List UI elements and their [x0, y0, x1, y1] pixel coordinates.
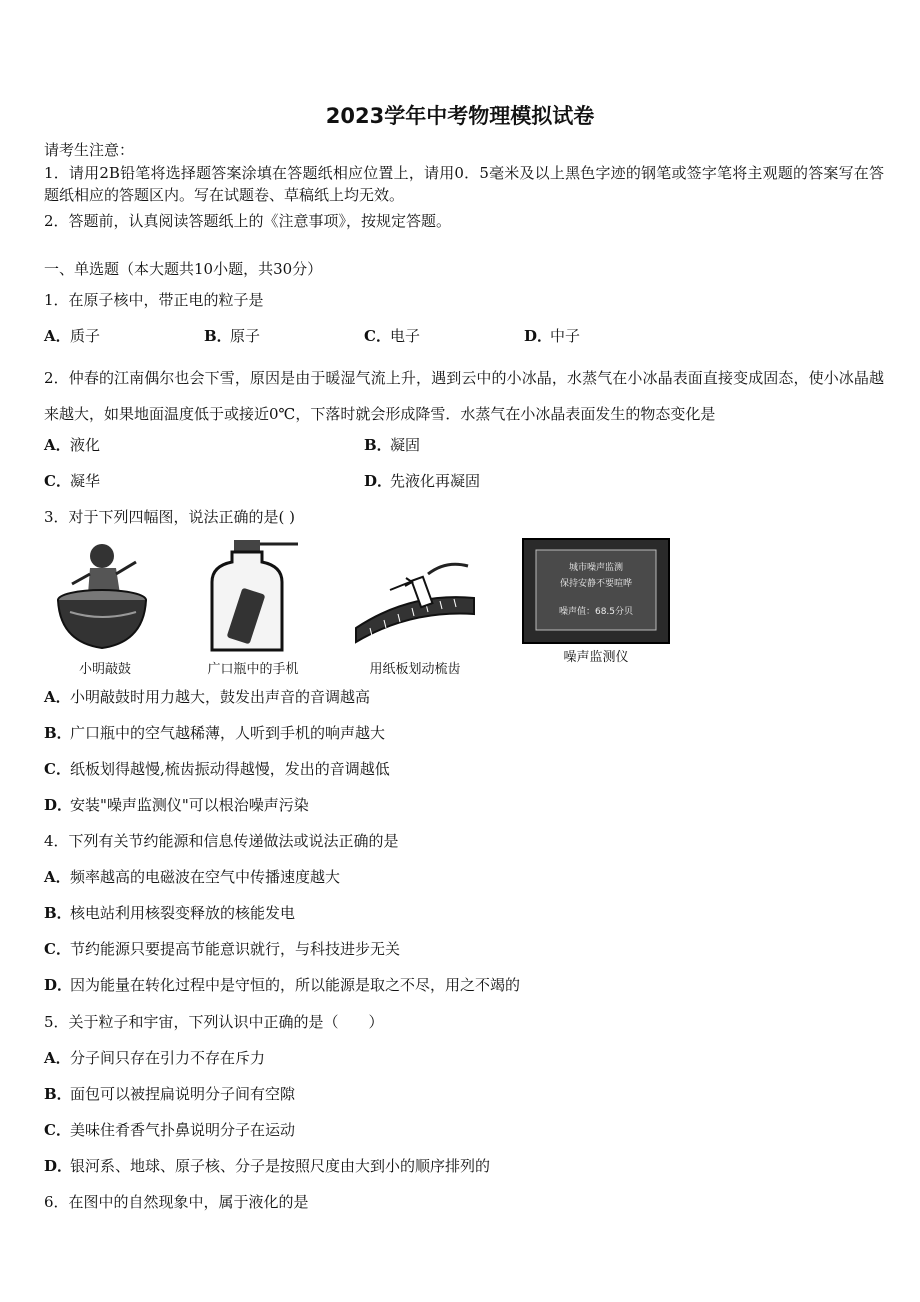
page-title: 2023学年中考物理模拟试卷: [325, 104, 595, 128]
question-5-option-c: C．美味住肴香气扑鼻说明分子在运动: [44, 1121, 296, 1139]
notice-heading: 请考生注意：: [44, 141, 135, 159]
comb-card-illustration-icon: [350, 538, 480, 656]
question-4-option-b: B．核电站利用核裂变释放的核能发电: [44, 904, 296, 922]
figure-monitor: [522, 538, 687, 678]
option-d: D．中子: [524, 327, 581, 345]
option-b: B．凝固: [364, 436, 421, 454]
section-heading: 一、单选题（本大题共10小题，共30分）: [44, 260, 323, 278]
question-4-option-c: C．节约能源只要提高节能意识就行，与科技进步无关: [44, 940, 401, 958]
figure-comb: [350, 538, 515, 678]
figure-caption: 用纸板划动梳齿: [369, 662, 461, 677]
option-c: C．电子: [364, 327, 421, 345]
notice-item-2: 2．答题前，认真阅读答题纸上的《注意事项》，按规定答题。: [44, 212, 452, 230]
option-c: C．凝华: [44, 472, 101, 490]
question-4-option-a: A．频率越高的电磁波在空气中传播速度越大: [44, 868, 341, 886]
question-4-stem: 4．下列有关节约能源和信息传递做法或说法正确的是: [44, 832, 399, 850]
question-6-stem: 6．在图中的自然现象中，属于液化的是: [44, 1193, 309, 1211]
question-1-options: [44, 325, 684, 346]
drum-illustration-icon: [50, 538, 160, 656]
question-3-stem: 3．对于下列四幅图，说法正确的是( ): [44, 508, 296, 526]
monitor-line-3: 噪声值：68.5分贝: [558, 607, 634, 617]
figure-caption: 广口瓶中的手机: [207, 662, 299, 677]
question-5-option-d: D．银河系、地球、原子核、分子是按照尺度由大到小的顺序排列的: [44, 1157, 491, 1175]
option-d: D．先液化再凝固: [364, 472, 481, 490]
question-5-option-b: B．面包可以被捏扁说明分子间有空隙: [44, 1085, 296, 1103]
option-a: A．质子: [44, 327, 101, 345]
question-2-stem: 2．仲春的江南偶尔也会下雪，原因是由于暖湿气流上升，遇到云中的小冰晶，水蒸气在小冰晶表面直接变成固态，使小冰晶越来越大，如果地面温度低于或接近0℃，下落时就会形成降雪．水蒸气在小冰晶表面发生的物态变化是: [44, 369, 884, 423]
question-5-option-a: A．分子间只存在引力不存在斥力: [44, 1049, 266, 1067]
figure-caption: 噪声监测仪: [563, 650, 629, 665]
monitor-line-2: 保持安静不要喧哗: [559, 579, 633, 589]
option-b: B．原子: [204, 327, 261, 345]
question-1-stem: 1．在原子核中，带正电的粒子是: [44, 291, 264, 309]
question-3-option-a: A．小明敲鼓时用力越大，鼓发出声音的音调越高: [44, 688, 371, 706]
notice-item-1: 1．请用2B铅笔将选择题答案涂填在答题纸相应位置上，请用0．5毫米及以上黑色字迹的钢笔或签字笔将主观题的答案写在答题纸相应的答题区内。写在试题卷、草稿纸上均无效。: [44, 164, 884, 204]
figure-jar: [198, 538, 363, 678]
question-2-options-row-1: [44, 434, 420, 455]
jar-phone-illustration-icon: [198, 538, 308, 656]
figure-caption: 小明敲鼓: [78, 662, 131, 677]
question-3-option-b: B．广口瓶中的空气越稀薄，人听到手机的响声越大: [44, 724, 386, 742]
monitor-line-1: 城市噪声监测: [568, 563, 624, 573]
figure-drum: [50, 538, 215, 678]
question-5-stem: 5．关于粒子和宇宙，下列认识中正确的是（ ）: [44, 1013, 384, 1031]
question-3-option-c: C．纸板划得越慢,梳齿振动得越慢，发出的音调越低: [44, 760, 390, 778]
question-4-option-d: D．因为能量在转化过程中是守恒的，所以能源是取之不尽，用之不竭的: [44, 976, 521, 994]
option-a: A．液化: [44, 436, 101, 454]
question-3-option-d: D．安装"噪声监测仪"可以根治噪声污染: [44, 796, 309, 814]
question-2-options-row-2: [44, 470, 480, 491]
noise-monitor-illustration-icon: [522, 538, 670, 644]
